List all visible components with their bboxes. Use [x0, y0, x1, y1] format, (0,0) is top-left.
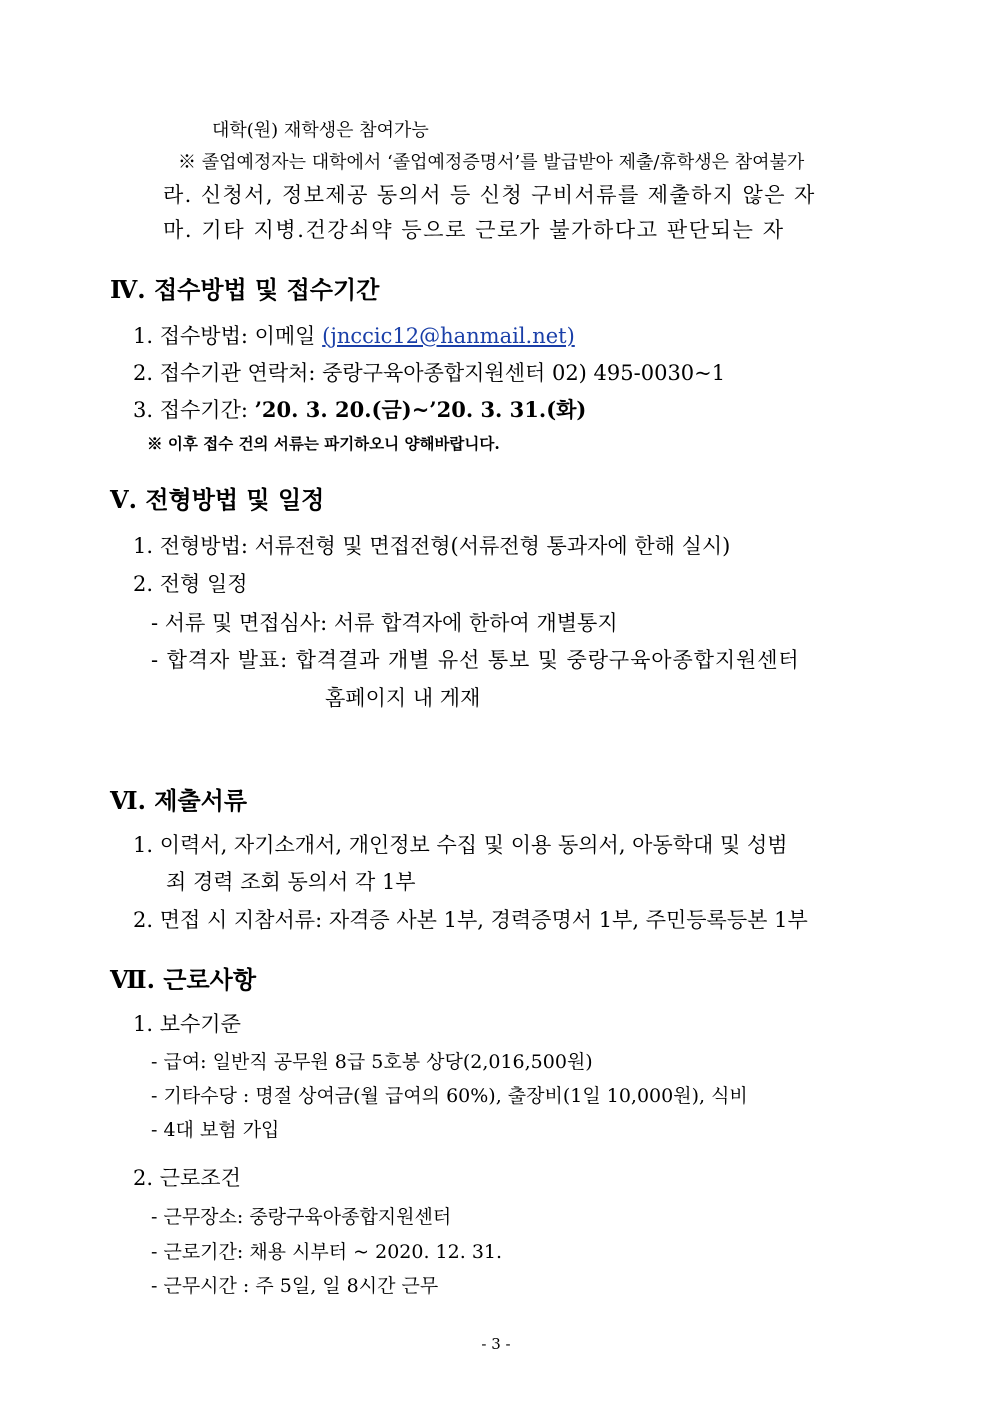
exclusion-item-ma: 마. 기타 지병.건강쇠약 등으로 근로가 불가하다고 판단되는 자 — [163, 218, 785, 242]
pay-allowances: - 기타수당 : 명절 상여금(월 급여의 60%), 출장비(1일 10,000원), 식비 — [151, 1085, 748, 1107]
interview-documents: 2. 면접 시 지참서류: 자격증 사본 1부, 경력증명서 1부, 주민등록등본 1부 — [133, 908, 808, 932]
pay-standard: 1. 보수기준 — [133, 1012, 241, 1036]
submission-documents-cont: 죄 경력 조회 동의서 각 1부 — [166, 870, 416, 894]
email-link[interactable]: (jnccic12@hanmail.net) — [322, 324, 575, 348]
section-5-title: Ⅴ. 전형방법 및 일정 — [110, 485, 325, 514]
application-method — [133, 320, 575, 350]
application-method-label: 1. 접수방법: 이메일 — [133, 324, 323, 348]
selection-schedule: 2. 전형 일정 — [133, 572, 248, 596]
application-period-dates: ’20. 3. 20.(금)~’20. 3. 31.(화) — [254, 397, 587, 422]
submission-documents: 1. 이력서, 자기소개서, 개인정보 수집 및 이용 동의서, 아동학대 및 성범 — [133, 833, 788, 857]
section-6-title: Ⅵ. 제출서류 — [110, 786, 248, 815]
disposal-note: ※ 이후 접수 건의 서류는 파기하오니 양해바랍니다. — [147, 434, 500, 453]
contact-info: 2. 접수기관 연락처: 중랑구육아종합지원센터 02) 495-0030~1 — [133, 361, 726, 385]
application-period-label: 3. 접수기간: — [133, 398, 255, 422]
schedule-announcement: - 합격자 발표: 합격결과 개별 유선 통보 및 중랑구육아종합지원센터 — [151, 648, 800, 672]
work-hours: - 근무시간 : 주 5일, 일 8시간 근무 — [151, 1275, 439, 1297]
work-conditions: 2. 근로조건 — [133, 1166, 241, 1190]
graduate-note: ※ 졸업예정자는 대학에서 ‘졸업예정증명서’를 발급받아 제출/휴학생은 참여불가 — [178, 152, 805, 173]
pay-insurance: - 4대 보험 가입 — [151, 1119, 280, 1141]
schedule-announcement-cont: 홈페이지 내 게재 — [325, 686, 481, 710]
selection-method: 1. 전형방법: 서류전형 및 면접전형(서류전형 통과자에 한해 실시) — [133, 534, 731, 558]
page-number: - 3 - — [481, 1335, 511, 1353]
exclusion-item-ra: 라. 신청서, 정보제공 동의서 등 신청 구비서류를 제출하지 않은 자 — [163, 183, 816, 207]
work-period: - 근로기간: 채용 시부터 ~ 2020. 12. 31. — [151, 1241, 503, 1263]
section-7-title: Ⅶ. 근로사항 — [110, 965, 257, 994]
schedule-document-review: - 서류 및 면접심사: 서류 합격자에 한하여 개별통지 — [151, 611, 618, 635]
application-period — [133, 394, 586, 424]
work-location: - 근무장소: 중랑구육아종합지원센터 — [151, 1206, 452, 1228]
section-4-title: Ⅳ. 접수방법 및 접수기간 — [110, 275, 380, 304]
pay-salary: - 급여: 일반직 공무원 8급 5호봉 상당(2,016,500원) — [151, 1051, 593, 1073]
eligibility-line: 대학(원) 재학생은 참여가능 — [212, 120, 429, 141]
